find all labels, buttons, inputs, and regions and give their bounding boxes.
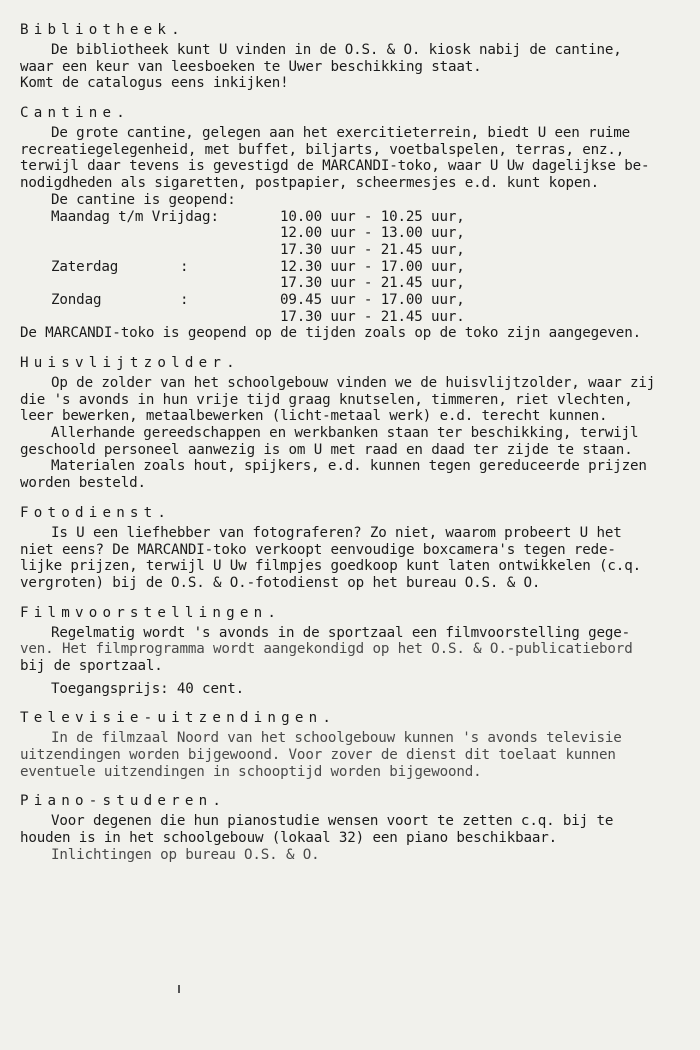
schedule-time: 09.45 uur - 17.00 uur, bbox=[280, 291, 465, 308]
paragraph-line: worden besteld. bbox=[20, 475, 146, 492]
schedule-row bbox=[20, 225, 682, 242]
schedule-row bbox=[20, 292, 682, 309]
schedule-colon: : bbox=[180, 291, 189, 308]
schedule-row bbox=[20, 275, 682, 292]
paragraph-line: geschoold personeel aanwezig is om U met raad en daad ter zijde te staan. bbox=[20, 441, 633, 458]
schedule-row bbox=[20, 209, 682, 226]
schedule-time: 17.30 uur - 21.45 uur, bbox=[280, 241, 465, 258]
paragraph-line: Op de zolder van het schoolgebouw vinden we de huisvlijtzolder, waar zij bbox=[51, 375, 656, 391]
heading-huisvlijtzolder: Huisvlijtzolder. bbox=[20, 355, 240, 371]
paragraph-line: De bibliotheek kunt U vinden in de O.S. & O. kiosk nabij de cantine, bbox=[51, 42, 622, 58]
paragraph-line: vergroten) bij de O.S. & O.-fotodienst op het bureau O.S. & O. bbox=[20, 574, 541, 591]
paragraph-line: Voor degenen die hun pianostudie wensen voort te zetten c.q. bij te bbox=[51, 813, 614, 830]
schedule-time: 12.00 uur - 13.00 uur, bbox=[280, 225, 465, 242]
heading-piano: Piano-studeren. bbox=[20, 793, 227, 810]
schedule-colon bbox=[180, 275, 280, 292]
schedule-colon bbox=[180, 225, 280, 242]
schedule-time: 12.30 uur - 17.00 uur, bbox=[280, 258, 465, 275]
schedule-time: 10.00 uur - 10.25 uur, bbox=[280, 208, 465, 225]
paragraph-line: houden is in het schoolgebouw (lokaal 32) een piano beschikbaar. bbox=[20, 830, 558, 847]
schedule-row bbox=[20, 242, 682, 259]
heading-bibliotheek: Bibliotheek. bbox=[20, 22, 185, 38]
paragraph-line: Inlichtingen op bureau O.S. & O. bbox=[51, 846, 320, 863]
paragraph-line: ven. Het filmprogramma wordt aangekondigd op het O.S. & O.-publicatiebord bbox=[20, 641, 633, 658]
paragraph-line: die 's avonds in hun vrije tijd graag knutselen, timmeren, riet vlechten, bbox=[20, 391, 633, 408]
schedule-day bbox=[20, 225, 180, 242]
section-cantine bbox=[20, 105, 682, 342]
heading-fotodienst: Fotodienst. bbox=[20, 504, 172, 521]
paragraph-line: niet eens? De MARCANDI-toko verkoopt eenvoudige boxcamera's tegen rede- bbox=[20, 541, 616, 558]
schedule-time: 17.30 uur - 21.45 uur, bbox=[280, 275, 465, 292]
schedule-day bbox=[20, 309, 180, 326]
ink-speck bbox=[178, 985, 180, 993]
opening-hours-schedule bbox=[20, 209, 682, 326]
paragraph-line: Komt de catalogus eens inkijken! bbox=[20, 75, 289, 92]
paragraph-line: bij de sportzaal. bbox=[20, 657, 163, 674]
paragraph-line: uitzendingen worden bijgewoond. Voor zover de dienst dit toelaat kunnen bbox=[20, 747, 616, 763]
schedule-day: Maandag t/m Vrijdag: bbox=[51, 208, 219, 225]
schedule-colon bbox=[180, 209, 280, 226]
paragraph-line: terwijl daar tevens is gevestigd de MARCANDI-toko, waar U Uw dagelijkse be- bbox=[20, 158, 650, 175]
schedule-colon bbox=[180, 242, 280, 259]
section-televisie bbox=[20, 710, 682, 780]
heading-filmvoorstellingen: Filmvoorstellingen. bbox=[20, 604, 282, 621]
paragraph-line: recreatiegelegenheid, met buffet, biljarts, voetbalspelen, terras, enz., bbox=[20, 141, 625, 158]
paragraph-line: De grote cantine, gelegen aan het exercitieterrein, biedt U een ruime bbox=[51, 125, 631, 142]
section-bibliotheek bbox=[20, 22, 682, 92]
schedule-time: 17.30 uur - 21.45 uur. bbox=[280, 308, 465, 325]
schedule-row bbox=[20, 309, 682, 326]
heading-cantine: Cantine. bbox=[20, 105, 130, 122]
section-filmvoorstellingen bbox=[20, 605, 682, 698]
entrance-fee: Toegangsprijs: 40 cent. bbox=[51, 680, 245, 697]
schedule-day: Zaterdag bbox=[51, 258, 119, 275]
schedule-day bbox=[20, 275, 180, 292]
paragraph-line: Allerhande gereedschappen en werkbanken staan ter beschikking, terwijl bbox=[51, 425, 639, 442]
schedule-day bbox=[20, 242, 180, 259]
paragraph-line: leer bewerken, metaalbewerken (licht-metaal werk) e.d. terecht kunnen. bbox=[20, 408, 608, 425]
paragraph-line: nodigdheden als sigaretten, postpapier, scheermesjes e.d. kunt kopen. bbox=[20, 175, 600, 192]
toko-opening-note: De MARCANDI-toko is geopend op de tijden zoals op de toko zijn aangegeven. bbox=[20, 325, 641, 342]
paragraph-line: In de filmzaal Noord van het schoolgebouw kunnen 's avonds televisie bbox=[51, 730, 622, 747]
heading-televisie: Televisie-uitzendingen. bbox=[20, 710, 337, 727]
section-fotodienst bbox=[20, 505, 682, 592]
paragraph-line: eventuele uitzendingen in schooptijd worden bijgewoond. bbox=[20, 763, 482, 780]
paragraph-line: lijke prijzen, terwijl U Uw filmpjes goedkoop kunt laten ontwikkelen (c.q. bbox=[20, 558, 641, 575]
paragraph-line: waar een keur van leesboeken te Uwer beschikking staat. bbox=[20, 58, 482, 75]
paragraph-line: Is U een liefhebber van fotograferen? Zo niet, waarom probeert U het bbox=[51, 524, 622, 541]
schedule-row bbox=[20, 259, 682, 276]
schedule-colon: : bbox=[180, 258, 189, 275]
section-piano bbox=[20, 793, 682, 863]
schedule-colon bbox=[180, 309, 280, 326]
paragraph-line: Regelmatig wordt 's avonds in de sportzaal een filmvoorstelling gege- bbox=[51, 624, 631, 641]
paragraph-line: Materialen zoals hout, spijkers, e.d. kunnen tegen gereduceerde prijzen bbox=[51, 458, 647, 475]
schedule-day: Zondag bbox=[51, 291, 102, 308]
paragraph-line: De cantine is geopend: bbox=[51, 191, 236, 208]
section-huisvlijtzolder bbox=[20, 355, 682, 492]
